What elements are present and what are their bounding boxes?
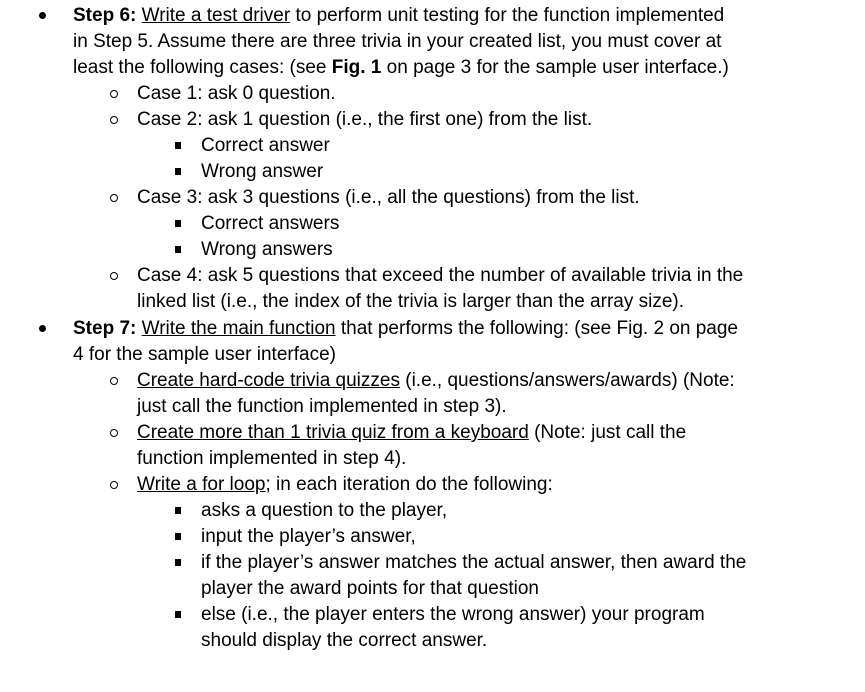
item3-line1 [137, 472, 553, 498]
item1-line1 [137, 368, 735, 394]
bullet-case4 [110, 272, 118, 280]
case2: Case 2: ask 1 question (i.e., the first one) from the list. [137, 109, 593, 130]
step6-line3-b: on page 3 for the sample user interface.) [381, 57, 729, 78]
item1-line2: just call the function implemented in step 3). [137, 396, 507, 417]
item3-sub1: asks a question to the player, [201, 500, 448, 521]
bullet-case2-sub1 [175, 142, 181, 149]
step7-label: Step 7: [73, 318, 137, 339]
item3-link: Write a for loop [137, 474, 266, 495]
step6-link: Write a test driver [141, 5, 291, 26]
case3-sub2: Wrong answers [201, 239, 333, 260]
bullet-case1 [110, 90, 118, 98]
item3-sub4-line2: should display the correct answer. [201, 630, 488, 651]
fig1-ref: Fig. 1 [331, 57, 382, 78]
step6-line1 [73, 3, 724, 29]
bullet-item3-sub2 [175, 533, 181, 540]
case2-sub2: Wrong answer [201, 161, 324, 182]
item2-link: Create more than 1 trivia quiz from a keyboard [137, 422, 529, 443]
item3-sub2: input the player’s answer, [201, 526, 416, 547]
step6-line3-a: least the following cases: (see [73, 57, 332, 78]
bullet-case3-sub1 [175, 220, 181, 227]
item3-sub3-line1: if the player’s answer matches the actual answer, then award the [201, 552, 747, 573]
item3-sub3-line2: player the award points for that question [201, 578, 539, 599]
case2-sub1: Correct answer [201, 135, 330, 156]
step7-line1 [73, 316, 738, 342]
bullet-step6 [39, 12, 46, 19]
bullet-item3-sub3 [175, 559, 181, 566]
bullet-item2 [110, 429, 118, 437]
step7-link: Write the main function [141, 318, 336, 339]
item2-text: (Note: just call the [528, 422, 687, 443]
bullet-item3-sub4 [175, 611, 181, 618]
bullet-case3-sub2 [175, 246, 181, 253]
item3-sub4-line1: else (i.e., the player enters the wrong answer) your program [201, 604, 705, 625]
item1-link: Create hard-code trivia quizzes [137, 370, 400, 391]
step6-line1-text: to perform unit testing for the function implemented [290, 5, 725, 26]
case3: Case 3: ask 3 questions (i.e., all the questions) from the list. [137, 187, 640, 208]
bullet-step7 [39, 325, 46, 332]
step6-label: Step 6: [73, 5, 137, 26]
bullet-case3 [110, 194, 118, 202]
case3-sub1: Correct answers [201, 213, 340, 234]
item1-text: (i.e., questions/answers/awards) (Note: [399, 370, 735, 391]
bullet-item1 [110, 377, 118, 385]
step7-line1-text: that performs the following: (see Fig. 2 on page [335, 318, 738, 339]
item2-line2: function implemented in step 4). [137, 448, 407, 469]
bullet-case2 [110, 116, 118, 124]
bullet-item3 [110, 481, 118, 489]
step6-line3 [73, 55, 729, 81]
case4-line1: Case 4: ask 5 questions that exceed the number of available trivia in the [137, 265, 744, 286]
step7-line2: 4 for the sample user interface) [73, 344, 336, 365]
item2-line1 [137, 420, 686, 446]
item3-text: ; in each iteration do the following: [265, 474, 553, 495]
step6-line2: in Step 5. Assume there are three trivia in your created list, you must cover at [73, 31, 722, 52]
case4-line2: linked list (i.e., the index of the trivia is larger than the array size). [137, 291, 685, 312]
bullet-case2-sub2 [175, 168, 181, 175]
case1: Case 1: ask 0 question. [137, 83, 336, 104]
bullet-item3-sub1 [175, 507, 181, 514]
